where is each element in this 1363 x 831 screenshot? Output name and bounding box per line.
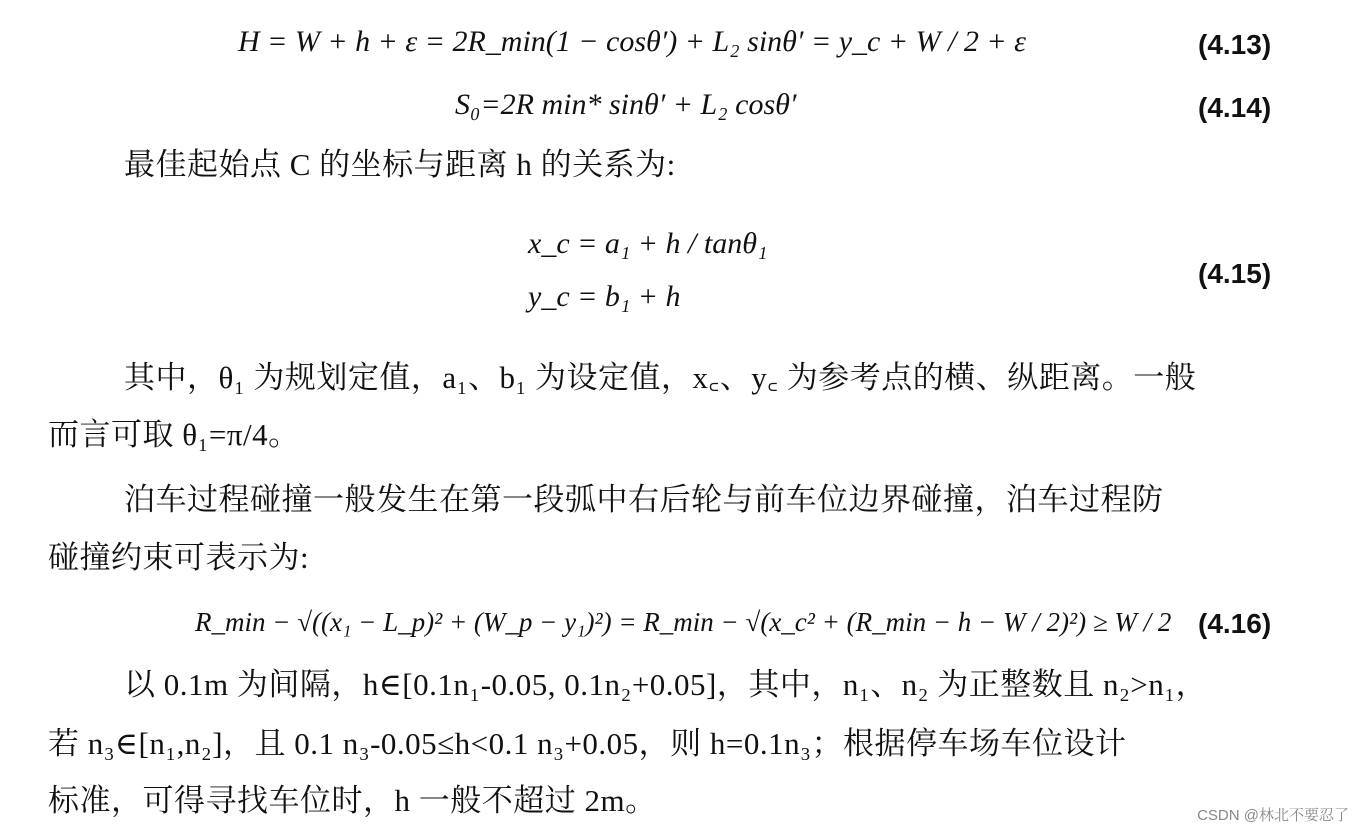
paragraph-3-line-3: 标准，可得寻找车位时，h 一般不超过 2m。 xyxy=(48,783,657,818)
equation-4-14: S₀=2R min* sinθ′ + L₂ cosθ′ xyxy=(455,88,797,121)
equation-4-15-line1: x_c = a₁ + h / tanθ₁ xyxy=(528,227,768,260)
equation-4-13: H = W + h + ε = 2R_min(1 − cosθ′) + L₂ sinθ′ = y_c + W / 2 + ε xyxy=(238,25,1026,58)
equation-4-16: R_min − √((x₁ − L_p)² + (W_p − y₁)²) = R_min − √(x_c² + (R_min − h − W / 2)²) ≥ W / 2 xyxy=(195,607,1172,637)
intro-text: 最佳起始点 C 的坐标与距离 h 的关系为: xyxy=(124,147,676,182)
paragraph-3-line-2: 若 n₃∈[n₁,n₂]，且 0.1 n₃-0.05≤h<0.1 n₃+0.05，则 h=0.1n₃；根据停车场车位设计 xyxy=(48,726,1127,761)
paragraph-2-line-2: 碰撞约束可表示为: xyxy=(48,540,310,575)
equation-4-15-line2: y_c = b₁ + h xyxy=(528,280,681,313)
paragraph-2-line-1: 泊车过程碰撞一般发生在第一段弧中右后轮与前车位边界碰撞，泊车过程防 xyxy=(124,482,1164,517)
paragraph-1-line-2: 而言可取 θ₁=π/4。 xyxy=(48,417,300,452)
equation-number-4-16: (4.16) xyxy=(1198,608,1272,639)
paragraph-3-line-1: 以 0.1m 为间隔，h∈[0.1n₁-0.05, 0.1n₂+0.05]，其中，n₁、n₂ 为正整数且 n₂>n₁， xyxy=(124,667,1208,702)
paragraph-1-line-1: 其中，θ₁ 为规划定值，a₁、b₁ 为设定值，x꜀、y꜀ 为参考点的横、纵距离。一般 xyxy=(124,360,1197,395)
csdn-watermark: CSDN @林北不要忍了 xyxy=(1197,807,1349,824)
equation-number-4-14: (4.14) xyxy=(1198,92,1272,123)
equation-number-4-13: (4.13) xyxy=(1198,29,1272,60)
equation-number-4-15: (4.15) xyxy=(1198,258,1272,289)
